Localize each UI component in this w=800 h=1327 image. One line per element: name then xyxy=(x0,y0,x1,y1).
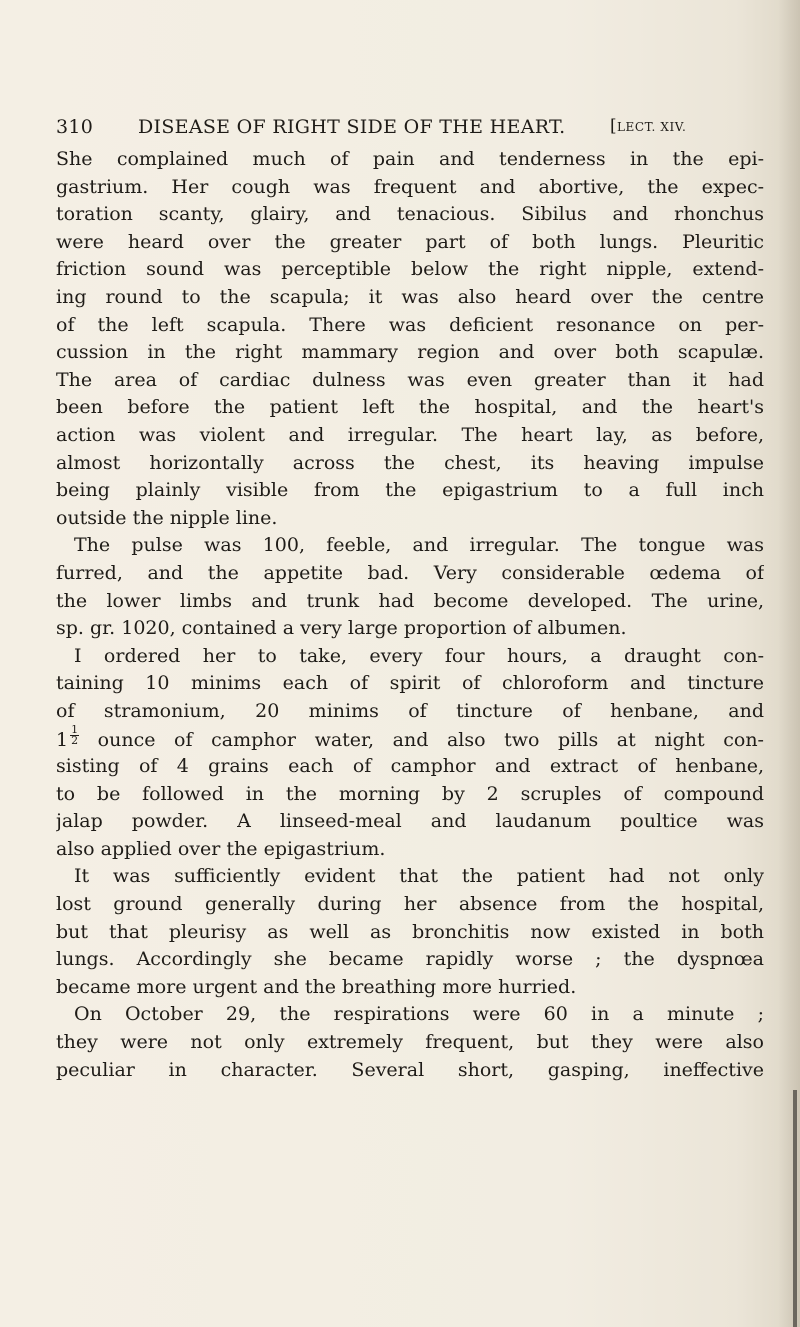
text-line: gastrium. Her cough was frequent and abortive, the expec- xyxy=(56,175,764,198)
text-line: sp. gr. 1020, contained a very large proportion of albumen. xyxy=(56,617,627,640)
text-line: On October 29, the respirations were 60 in a minute ; xyxy=(74,1003,764,1026)
fraction-denominator: 2 xyxy=(71,734,79,748)
fraction-line-rest: ounce of camphor water, and also two pills at night con- xyxy=(97,729,764,752)
page-edge-mark xyxy=(793,1090,797,1327)
text-line: sisting of 4 grains each of camphor and extract of henbane, xyxy=(56,755,764,778)
lecture-label: LECT. XIV. xyxy=(616,120,687,134)
text-line: jalap powder. A linseed-meal and laudanum poultice was xyxy=(56,810,764,833)
text-line: She complained much of pain and tenderness in the epi- xyxy=(56,148,764,170)
text-line: ing round to the scapula; it was also heard over the centre xyxy=(56,285,764,308)
text-line: outside the nipple line. xyxy=(56,506,278,529)
text-line: I ordered her to take, every four hours, a draught con- xyxy=(74,644,764,667)
text-line: The pulse was 100, feeble, and irregular. The tongue was xyxy=(74,534,764,557)
running-header xyxy=(56,116,756,144)
body-text xyxy=(56,146,764,1084)
fraction-whole: 1 xyxy=(56,729,69,752)
text-line: been before the patient left the hospital, and the heart's xyxy=(56,396,764,419)
text-line: friction sound was perceptible below the right nipple, extend- xyxy=(56,258,764,281)
text-line: being plainly visible from the epigastrium to a full inch xyxy=(56,479,764,502)
text-line: of the left scapula. There was deficient resonance on per- xyxy=(56,313,764,336)
text-line: lungs. Accordingly she became rapidly worse ; the dyspnœa xyxy=(56,948,764,971)
lecture-bracket: [ xyxy=(610,116,617,136)
text-line-fraction xyxy=(56,725,764,753)
text-line: It was sufficiently evident that the patient had not only xyxy=(74,865,764,888)
text-line: they were not only extremely frequent, but they were also xyxy=(56,1031,764,1053)
text-line: cussion in the right mammary region and over both scapulæ. xyxy=(56,341,764,364)
text-line: to be followed in the morning by 2 scruples of compound xyxy=(56,782,764,805)
text-line: became more urgent and the breathing more hurried. xyxy=(56,975,577,998)
text-line: furred, and the appetite bad. Very considerable œdema of xyxy=(56,561,764,584)
text-line: action was violent and irregular. The heart lay, as before, xyxy=(56,423,764,446)
text-line: The area of cardiac dulness was even greater than it had xyxy=(56,368,764,391)
text-line: of stramonium, 20 minims of tincture of henbane, and xyxy=(56,699,764,722)
text-line: also applied over the epigastrium. xyxy=(56,837,386,860)
page-number: 310 xyxy=(56,116,94,138)
fraction xyxy=(70,725,79,746)
text-line: peculiar in character. Several short, gasping, ineffective xyxy=(56,1058,764,1081)
text-line: toration scanty, glairy, and tenacious. Sibilus and rhonchus xyxy=(56,203,764,226)
text-line: were heard over the greater part of both lungs. Pleuritic xyxy=(56,230,764,253)
text-line: taining 10 minims each of spirit of chloroform and tincture xyxy=(56,672,764,695)
text-line: the lower limbs and trunk had become developed. The urine, xyxy=(56,589,764,612)
running-title: DISEASE OF RIGHT SIDE OF THE HEART. xyxy=(138,116,566,138)
text-line: almost horizontally across the chest, its heaving impulse xyxy=(56,451,764,474)
fraction-numerator: 1 xyxy=(71,725,79,737)
text-line: but that pleurisy as well as bronchitis now existed in both xyxy=(56,920,764,943)
lecture-marker xyxy=(610,116,686,136)
text-line: lost ground generally during her absence from the hospital, xyxy=(56,893,764,916)
